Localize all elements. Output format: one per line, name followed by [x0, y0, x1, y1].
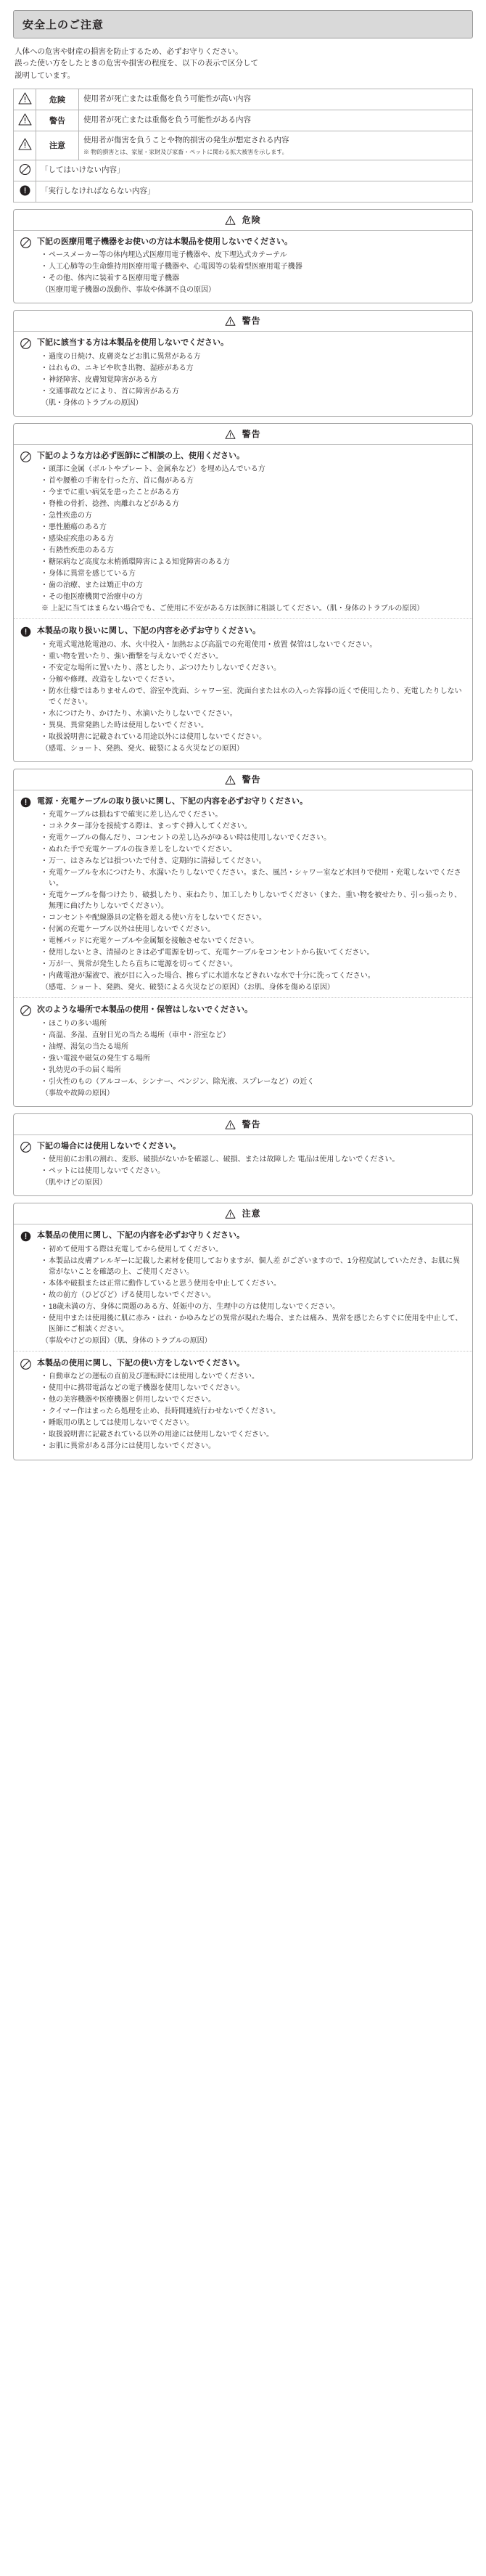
warning-triangle-icon	[225, 1120, 236, 1132]
mandatory-icon	[20, 625, 37, 754]
section-caution	[13, 1203, 473, 1460]
notice-tail: （医療用電子機器の誤動作、事故や体調不良の原因）	[41, 286, 215, 295]
prohibition-icon	[20, 1140, 37, 1189]
section-danger	[13, 209, 473, 304]
notice-lead: 下記に該当する方は本製品を使用しないでください。	[37, 338, 228, 348]
list-item: ・ 人工心肺等の生命維持用医療用電子機器や、心電図等の装着型医療用電子機器	[41, 261, 465, 272]
list-item: ・ 歯の治療、または矯正中の方	[41, 580, 465, 591]
notice-block	[14, 997, 472, 1100]
list-item: ・ 高温、多湿、直射日光の当たる場所（車中・浴室など）	[41, 1030, 465, 1041]
notice-item-list	[37, 351, 465, 397]
list-item: ・ ペースメーカー等の体内埋込式医療用電子機器や、皮下埋込式カテーテル	[41, 250, 465, 261]
notice-block	[14, 231, 472, 298]
list-item: ・ 交通事故などにより、首に障害がある方	[41, 386, 465, 397]
notice-item-list	[37, 464, 465, 602]
notice-text	[37, 796, 465, 994]
table-row	[14, 110, 473, 131]
list-item: ・ 使用前にお肌の割れ、変形、破損がないかを確認し、破損、または故障した 電品は使用しないでください。	[41, 1154, 465, 1165]
notice-block	[14, 445, 472, 616]
list-item: ・ 糖尿病など高度な末梢循環障害による知覚障害のある方	[41, 557, 465, 568]
symbol-desc: 使用者が死亡または重傷を負う可能性が高い内容	[79, 89, 473, 110]
list-item: ・ 万一、はさみなどは損ついたで付き、定期的に清掃してください。	[41, 856, 465, 867]
list-item: ・ 水につけたり、かけたり、水滴いたりしないでください。	[41, 708, 465, 719]
notice-text	[37, 337, 465, 409]
section-heading-label: 警告	[242, 774, 261, 785]
symbol-desc: 「実行しなければならない内容」	[36, 181, 473, 202]
notice-block	[14, 618, 472, 756]
notice-tail: （感電、ショート、発熱、発火、破裂による火災などの原因）（お肌、身体を傷める原因）	[41, 984, 334, 992]
notice-lead: 本製品の使用に関し、下記の内容を必ずお守りください。	[37, 1231, 244, 1240]
list-item: ・ ペットには使用しないでください。	[41, 1166, 465, 1177]
list-item: ・ 分解や修理、改造をしないでください。	[41, 674, 465, 685]
list-item: ・ 万が一、異常が発生したら直ちに電源を切ってください。	[41, 959, 465, 970]
section-heading	[14, 1114, 472, 1135]
warning-triangle-icon	[225, 216, 236, 227]
list-item: ・ 18歳未満の方、身体に問題のある方、妊娠中の方、生理中の方は使用しないでください。	[41, 1301, 465, 1312]
intro-text	[15, 46, 473, 81]
symbol-desc: 使用者が傷害を負うことや物的損害の発生が想定される内容 ※ 物的損害とは、家屋・家財及び家畜・ペットに関わる拡大被害を示します。	[79, 131, 473, 160]
warning-triangle-icon	[225, 316, 236, 328]
prohibition-icon	[14, 160, 36, 181]
notice-block	[14, 790, 472, 995]
notice-tail: （感電、ショート、発熱、発火、破裂による火災などの原因）	[41, 744, 244, 753]
notice-tail: ※ 上記に当てはまらない場合でも、ご使用に不安がある方は医師に相談してください。（肌・身体のトラブルの原因）	[41, 605, 424, 613]
list-item: ・ 本製品は皮膚アレルギーに記載した素材を使用しておりますが、個人差 がございますので、1分程度試していただき、お肌に異常がないことを確認の上、ご使用ください。	[41, 1256, 465, 1277]
symbol-word: 注意	[36, 131, 79, 160]
list-item: ・ 油煙、湯気の当たる場所	[41, 1042, 465, 1052]
list-item: ・ 充電ケーブルを傷つけたり、破損したり、束ねたり、加工したりしないでください（また、重い物を被せたり、引っ張ったり、無理に曲げたりしないでください）。	[41, 890, 465, 912]
section-heading-label: 危険	[242, 214, 261, 225]
notice-text	[37, 1357, 465, 1453]
list-item: ・ 故の前方（ひどびど）げる使用しないでください。	[41, 1290, 465, 1301]
intro-line-3: 説明しています。	[15, 70, 75, 80]
section-warning-doctor	[13, 423, 473, 762]
list-item: ・ 使用中に携帯電話などの電子機器を使用しないでください。	[41, 1383, 465, 1394]
notice-tail: （事故やけどの原因）（肌、身体のトラブルの原因）	[41, 1336, 212, 1345]
notice-text	[37, 1230, 465, 1346]
list-item: ・ 首や腰椎の手術を行った方、首に傷がある方	[41, 475, 465, 486]
notice-tail: （肌・身体のトラブルの原因）	[41, 398, 143, 407]
notice-item-list	[37, 1154, 465, 1177]
notice-block	[14, 1224, 472, 1348]
list-item: ・ その他医療機関で治療中の方	[41, 592, 465, 602]
list-item: ・ 有熱性疾患のある方	[41, 545, 465, 556]
list-item: ・ ほこりの多い場所	[41, 1018, 465, 1029]
intro-line-2: 誤った使い方をしたときの危害や損害の程度を、以下の表示で区分して	[15, 59, 258, 68]
list-item: ・ クイマー作はまったら処理を止め、長時間連続行わせないでください。	[41, 1406, 465, 1417]
list-item: ・ 取扱説明書に記載されている以外の用途には使用しないでください。	[41, 1429, 465, 1440]
notice-lead: 次のような場所で本製品の使用・保管はしないでください。	[37, 1005, 252, 1015]
notice-block	[14, 332, 472, 410]
list-item: ・ 脊椎の骨折、捻挫、肉離れなどがある方	[41, 499, 465, 510]
list-item: ・ 使用しないとき、清掃のときは必ず電源を切って、充電ケーブルをコンセントから抜いてください。	[41, 947, 465, 958]
list-item: ・ コンセントや配線器具の定格を超える使い方をしないでください。	[41, 912, 465, 923]
list-item: ・ 悪性腫瘍のある方	[41, 522, 465, 533]
list-item: ・ 充電式電池乾電池の、水、火中投入・加熱および高温での充電使用・放置 保管はしないでください。	[41, 639, 465, 650]
list-item: ・ 乳幼児の手の届く場所	[41, 1065, 465, 1076]
mandatory-icon	[20, 796, 37, 994]
list-item: ・ 電極パッドに充電ケーブルや金属類を接触させないでください。	[41, 936, 465, 946]
list-item: ・ 神経障害、皮膚知覚障害がある方	[41, 375, 465, 385]
list-item: ・ 本体や破損または正常に動作していると思う使用を中止してください。	[41, 1278, 465, 1289]
notice-item-list	[37, 1018, 465, 1087]
list-item: ・ その他、体内に装着する医療用電子機器	[41, 273, 465, 284]
notice-lead: 下記の医療用電子機器をお使いの方は本製品を使用しないでください。	[37, 237, 292, 246]
table-row	[14, 89, 473, 110]
intro-line-1: 人体への危害や財産の損害を防止するため、必ずお守りください。	[15, 47, 243, 56]
mandatory-icon	[14, 181, 36, 202]
section-heading	[14, 311, 472, 332]
symbol-definition-table	[13, 89, 473, 203]
notice-text	[37, 236, 465, 296]
prohibition-icon	[20, 236, 37, 296]
list-item: ・ 感染症疾患のある方	[41, 533, 465, 544]
list-item: ・ 初めて使用する際は充電してから使用してください。	[41, 1244, 465, 1255]
notice-text	[37, 1004, 465, 1099]
list-item: ・ 今までに重い病気を患ったことがある方	[41, 487, 465, 498]
list-item: ・ 頭部に金属（ボルトやプレート、金属糸など）を埋め込んでいる方	[41, 464, 465, 475]
section-heading-label: 警告	[242, 1119, 261, 1129]
table-row	[14, 131, 473, 160]
table-row	[14, 160, 473, 181]
notice-tail: （肌やけどの原因）	[41, 1179, 107, 1187]
list-item: ・ 取扱説明書に記載されている用途以外には使用しないでください。	[41, 732, 465, 743]
notice-text	[37, 625, 465, 754]
list-item: ・ 充電ケーブルの傷んだり、コンセントの差し込みがゆるい時は使用しないでください。	[41, 833, 465, 843]
notice-item-list	[37, 639, 465, 743]
section-heading-label: 警告	[242, 428, 261, 439]
section-heading	[14, 424, 472, 445]
list-item: ・ 充電ケーブルは損ねすで確実に差し込んでください。	[41, 809, 465, 820]
notice-lead: 下記のような方は必ず医師にご相談の上、使用ください。	[37, 451, 244, 460]
symbol-desc: 「してはいけない内容」	[36, 160, 473, 181]
notice-lead: 電源・充電ケーブルの取り扱いに関し、下記の内容を必ずお守りください。	[37, 796, 308, 806]
list-item: ・ はれもの、ニキビや吹き出物、湿疹がある方	[41, 363, 465, 374]
list-item: ・ 身体に異常を感じている方	[41, 568, 465, 579]
warning-triangle-icon	[225, 430, 236, 441]
warning-triangle-icon	[14, 131, 36, 160]
prohibition-icon	[20, 450, 37, 615]
notice-item-list	[37, 809, 465, 981]
page-title: 安全上のご注意	[13, 10, 473, 38]
symbol-word: 警告	[36, 110, 79, 131]
notice-item-list	[37, 1244, 465, 1335]
section-warning-damage	[13, 1113, 473, 1197]
notice-text	[37, 450, 465, 615]
section-warning-charger	[13, 769, 473, 1107]
list-item: ・ 異臭、異常発熱した時は使用しないでください。	[41, 720, 465, 731]
warning-triangle-icon	[14, 89, 36, 110]
notice-block	[14, 1351, 472, 1455]
section-heading	[14, 1203, 472, 1224]
notice-lead: 下記の場合には使用しないでください。	[37, 1141, 181, 1150]
symbol-note: ※ 物的損害とは、家屋・家財及び家畜・ペットに関わる拡大被害を示します。	[83, 148, 288, 155]
list-item: ・ ぬれた手で充電ケーブルの抜き差しをしないでください。	[41, 844, 465, 855]
list-item: ・ 他の美容機器や医療機器と併用しないでください。	[41, 1394, 465, 1405]
list-item: ・ 防水仕様ではありませんので、浴室や洗面、シャワー室、洗面台または水の入った容器の近くで使用したり、充電したりしないでください。	[41, 686, 465, 708]
table-row	[14, 181, 473, 202]
notice-item-list	[37, 1371, 465, 1452]
list-item: ・ コネクター部分を接続する際は、まっすぐ挿入してください。	[41, 821, 465, 832]
list-item: ・ 内蔵電池が漏液で、液が目に入った場合、擦らずに水道水などきれいな水で十分に洗ってください。	[41, 970, 465, 981]
section-heading-label: 警告	[242, 316, 261, 327]
list-item: ・ 付属の充電ケーブル以外は使用しないでください。	[41, 924, 465, 935]
list-item: ・ 引火性のもの（アルコール、シンナー、ベンジン、除光液、スプレーなど）の近く	[41, 1076, 465, 1087]
notice-lead: 本製品の使用に関し、下記の使い方をしないでください。	[37, 1358, 244, 1367]
list-item: ・ 重い物を置いたり、強い衝撃を与えないでください。	[41, 651, 465, 662]
warning-triangle-icon	[14, 110, 36, 131]
list-item: ・ 充電ケーブルを水につけたり、水漏いたりしないでください。また、風呂・シャワー室など水回りで使用・充電しないでください。	[41, 867, 465, 889]
section-warning-users	[13, 310, 473, 417]
list-item: ・ お肌に異常がある部分には使用しないでください。	[41, 1441, 465, 1452]
section-heading-label: 注意	[242, 1209, 261, 1219]
list-item: ・ 使用中または使用後に肌に赤み・はれ・かゆみなどの異常が現れた場合、または痛み、異常を感じたらすぐに使用を中止して、医師にご相談ください。	[41, 1313, 465, 1335]
warning-triangle-icon	[225, 1209, 236, 1221]
list-item: ・ 強い電波や磁気の発生する場所	[41, 1053, 465, 1064]
prohibition-icon	[20, 1357, 37, 1453]
mandatory-icon	[20, 1230, 37, 1346]
list-item: ・ 急性疾患の方	[41, 510, 465, 521]
notice-item-list	[37, 250, 465, 284]
symbol-word: 危険	[36, 89, 79, 110]
notice-text	[37, 1140, 465, 1189]
section-heading	[14, 769, 472, 790]
list-item: ・ 自動車などの運転の直前及び運転時には使用しないでください。	[41, 1371, 465, 1382]
symbol-desc: 使用者が死亡または重傷を負う可能性がある内容	[79, 110, 473, 131]
notice-lead: 本製品の取り扱いに関し、下記の内容を必ずお守りください。	[37, 626, 260, 636]
notice-tail: （事故や故障の原因）	[41, 1089, 114, 1097]
prohibition-icon	[20, 1004, 37, 1099]
list-item: ・ 睡眠用の肌としては使用しないでください。	[41, 1418, 465, 1428]
prohibition-icon	[20, 337, 37, 409]
section-heading	[14, 210, 472, 231]
notice-block	[14, 1135, 472, 1190]
warning-triangle-icon	[225, 775, 236, 787]
list-item: ・ 不安定な場所に置いたり、落としたり、ぶつけたりしないでください。	[41, 663, 465, 674]
list-item: ・ 過度の日焼け、皮膚炎などお肌に異常がある方	[41, 351, 465, 362]
